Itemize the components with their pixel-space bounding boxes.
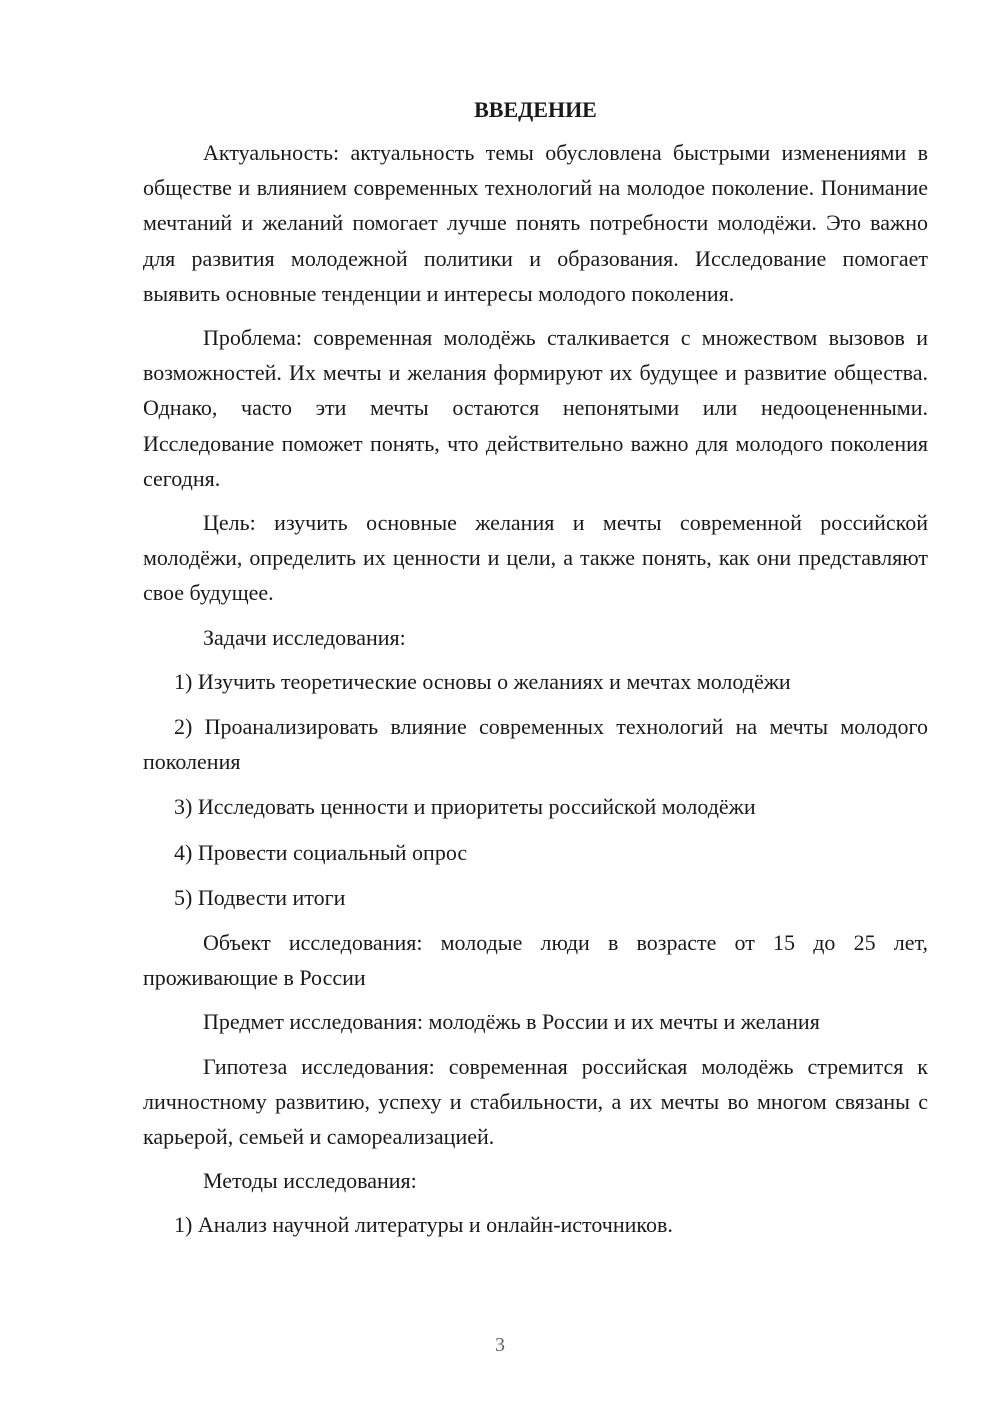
task-item: 4) Провести социальный опрос (174, 839, 468, 865)
document-body (143, 95, 928, 1253)
page-number: 3 (495, 1334, 505, 1356)
task-item: 1) Изучить теоретические основы о желаниях и мечтах молодёжи (174, 668, 791, 694)
tasks-heading: Задачи исследования: (203, 624, 406, 650)
relevance-paragraph: Актуальность: актуальность темы обусловлена быстрыми изменениями в обществе и влиянием современных технологий на молодое поколение. Понимание мечтаний и желаний помогает лучше понять потребности молодёжи. Это важно для развития молодежной политики и образования. Исследование помогает выявить основные тенденции и интересы молодого поколения. (143, 140, 928, 306)
problem-paragraph: Проблема: современная молодёжь сталкивается с множеством вызовов и возможностей. Их мечты и желания формируют их будущее и развитие общества. Однако, часто эти мечты остаются непонятыми или недооцененными. Исследование поможет понять, что действительно важно для молодого поколения сегодня. (143, 325, 928, 491)
method-item: 1) Анализ научной литературы и онлайн-источников. (174, 1212, 673, 1238)
task-item: 5) Подвести итоги (174, 884, 346, 910)
task-item: 2) Проанализировать влияние современных технологий на мечты молодого поколения (143, 714, 928, 775)
goal-paragraph: Цель: изучить основные желания и мечты современной российской молодёжи, определить их ценности и цели, а также понять, как они представляют свое будущее. (143, 510, 928, 606)
section-heading: ВВЕДЕНИЕ (474, 97, 597, 122)
hypothesis-paragraph: Гипотеза исследования: современная российская молодёжь стремится к личностному развитию, успеху и стабильности, а их мечты во многом связаны с карьерой, семьей и самореализацией. (143, 1053, 928, 1150)
object-paragraph: Объект исследования: молодые люди в возрасте от 15 до 25 лет, проживающие в России (143, 930, 928, 991)
methods-heading: Методы исследования: (203, 1168, 417, 1194)
subject-paragraph: Предмет исследования: молодёжь в России и их мечты и желания (203, 1009, 820, 1035)
task-item: 3) Исследовать ценности и приоритеты российской молодёжи (174, 794, 756, 820)
